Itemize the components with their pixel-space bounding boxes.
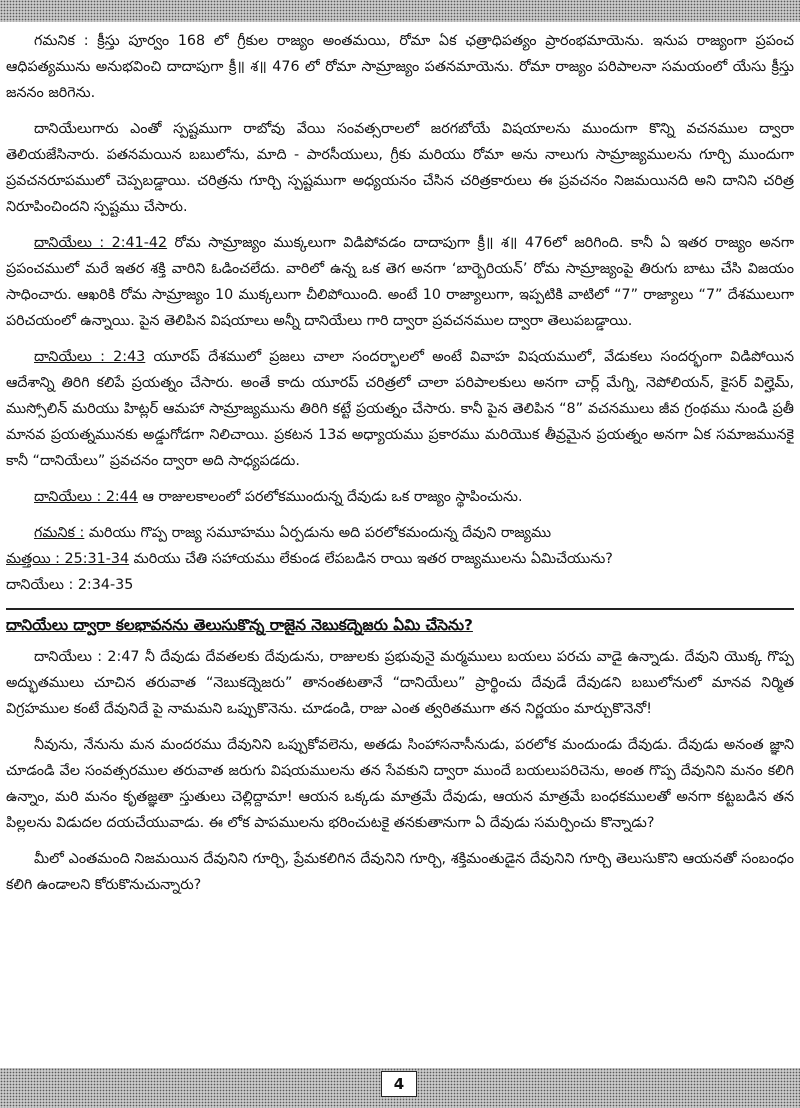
section-paragraph: నీవును, నేనును మన మందరము దేవునిని ఒప్పుకోవలెను, అతడు సింహాసనాసీనుడు, పరలోక మందుండు దేవుడు. దేవుడు అనంత జ్ఞాని చూడండి వేల సంవత్సరముల తరువాత జరుగు విషయములను తన సేవకుని ద్వారా ముందే బయలుపరిచెను, అంత గొప్ప దేవునిని మనం కలిగి ఉన్నాం, మరి మనం కృతజ్ఞతా స్తుతులు చెల్లిద్దామా! ఆయన ఒక్కడు మాత్రమే దేవుడు, ఆయన మాత్రమే బంధకములతో అనగా కట్టబడిన తన పిల్లలను విడుదల దయచేయువాడు. ఈ లోక పాపములను భరించుటకై తనకుతానుగా ఏ దేవుడు సమర్పించు కొన్నాడు? xyxy=(6,737,794,831)
paragraph-text: క్రీస్తు పూర్వం 168 లో గ్రీకుల రాజ్యం అంతమయి, రోమా ఏక ఛత్రాధిపత్యం ప్రారంభమాయెను. ఇనుప రాజ్యంగా ప్రపంచ ఆధిపత్యమును అనుభవించి దాదాపుగా క్రీ॥ శ॥ 476 లో రోమా సామ్రాజ్యం పతనమాయెను. రోమా రాజ్యం పరిపాలనా సమయంలో యేసు క్రీస్తు జననం జరిగెను. xyxy=(6,33,794,101)
verse-reference: మత్తయి : 25:31-34 xyxy=(6,551,130,567)
note-label: గమనిక : xyxy=(34,525,85,541)
paragraph-text: మరియు చేతి సహాయము లేకుండ లేపబడిన రాయి ఇతర రాజ్యములను ఏమిచేయును? xyxy=(133,551,613,567)
paragraph-text: మరియు గొప్ప రాజ్య సమూహము ఏర్పడును అది పరలోకమందున్న దేవుని రాజ్యము xyxy=(88,525,552,541)
verse-reference: దానియేలు : 2:44 xyxy=(34,489,138,505)
section-paragraph: దానియేలు : 2:47 నీ దేవుడు దేవతలకు దేవుడును, రాజులకు ప్రభువునై మర్మములు బయలు పరచు వాడై ఉన్నాడు. దేవుని యొక్క గొప్ప అద్భుతములు చూచిన తరువాత “నెబుకద్నెజరు” తానంతటతానే “దానియేలు” ప్రార్థించు దేవుడే దేవుడని బబులోనులో మానవ నిర్మిత విగ్రహముల కంటే దేవునిదే పై నామమని ఒప్పుకొనెను. చూడండి, రాజు ఎంత త్వరితముగా తన నిర్ణయం మార్చుకొనెనో! xyxy=(6,649,794,717)
section-heading-text: దానియేలు ద్వారా కలభావనను తెలుసుకొన్న రాజైన నెబుకద్నెజరు ఏమి చేసెను? xyxy=(6,616,473,634)
section-paragraph: మీలో ఎంతమంది నిజమయిన దేవునిని గూర్చి, ప్రేమకలిగిన దేవునిని గూర్చి, శక్తిమంతుడైన దేవునిని గూర్చి తెలుసుకొని ఆయనతో సంబంధం కలిగి ఉండాలని కోరుకొనుచున్నారు? xyxy=(6,851,794,893)
prophecy-paragraph xyxy=(6,116,794,220)
verse-reference: దానియేలు : 2:43 xyxy=(34,349,146,365)
daniel-2-34-reference xyxy=(6,572,794,598)
note-paragraph xyxy=(6,28,794,106)
paragraph-text: దానియేలుగారు ఎంతో స్పష్టముగా రాబోవు వేయి సంవత్సరాలలో జరగబోయే విషయాలను ముందుగా కొన్ని వచనముల ద్వారా తెలియజేసినారు. పతనమయిన బబులోను, మాది - పారసీయులు, గ్రీకు మరియు రోమా అను నాలుగు సామ్రాజ్యములను గూర్చి ముందుగా ప్రవచనరూపములో చెప్పబడ్డాయి. చరిత్రను గూర్చి స్పష్టముగా అధ్యయనం చేసిన చరిత్రకారులు ఈ ప్రవచనం నిజమయినది అని దానిని చరిత్ర నిరూపించిందని స్పష్టము చేసారు. xyxy=(6,121,794,215)
note-paragraph xyxy=(6,520,794,546)
daniel-2-41-paragraph xyxy=(6,230,794,334)
paragraph-text: యూరప్ దేశములో ప్రజలు చాలా సందర్భాలలో అంటే వివాహ విషయములో, వేడుకలు సందర్భంగా విడిపోయిన ఆదేశాన్ని తిరిగి కలిపే ప్రయత్నం చేసారు. అంతే కాదు యూరప్ చరిత్రలో చాలా పరిపాలకులు అనగా చార్ల్ మేగ్ని, నెపోలియన్, కైసర్ విల్హెమ్, ముస్సోలిన్ మరియు హిట్లర్ ఆమహా సామ్రాజ్యమును తిరిగి కట్టే ప్రయత్నం చేసారు. కానీ పైన తెలిపిన “8” వచనములు జీవ గ్రంథము నుండి ప్రతీ మానవ ప్రయత్నమునకు అడ్డుగోడగా నిలిచాయి. ప్రకటన 13వ అధ్యాయము ప్రకారము మరియొక తీవ్రమైన ప్రయత్నం అనగా ఏక సమాజమునకై కానీ “దానియేలు” ప్రవచనం ద్వారా అది సాధ్యపడదు. xyxy=(6,349,794,469)
paragraph-text: ఆ రాజులకాలంలో పరలోకముందున్న దేవుడు ఒక రాజ్యం స్థాపించును. xyxy=(142,489,523,505)
top-halftone-band xyxy=(0,0,800,22)
matthew-paragraph xyxy=(6,546,794,572)
paragraph-text: దానియేలు : 2:34-35 xyxy=(6,577,134,593)
section-divider xyxy=(6,608,794,610)
page-number: 4 xyxy=(381,1071,417,1097)
daniel-2-44-paragraph xyxy=(6,484,794,510)
daniel-2-43-paragraph xyxy=(6,344,794,474)
paragraph-text: రోమ సామ్రాజ్యం ముక్కలుగా విడిపోవడం దాదాపుగా క్రీ॥ శ॥ 476లో జరిగింది. కానీ ఏ ఇతర రాజ్యం అనగా ప్రపంచములో మరే ఇతర శక్తి వారిని ఓడించలేదు. వారిలో ఉన్న ఒక తెగ అనగా ‘బార్బెరియన్’ రోమ సామ్రాజ్యంపై తిరుగు బాటు చేసి విజయం సాధించారు. ఆఖరికి రోమ సామ్రాజ్యం 10 ముక్కలుగా చీలిపోయింది. అంటే 10 రాజ్యాలుగా, ఇప్పటికి వాటిలో “7” రాజ్యాలు “7” దేశములుగా పరిచయంలో ఉన్నాయి. పైన తెలిపిన విషయాలు అన్నీ దానియేలు గారి ద్వారా ప్రవచనముల ద్వారా తెలుపబడ్డాయి. xyxy=(6,235,794,329)
verse-reference: దానియేలు : 2:41-42 xyxy=(34,235,168,251)
page-content xyxy=(6,28,794,1064)
note-label: గమనిక : xyxy=(34,33,89,49)
section-heading xyxy=(6,612,794,638)
